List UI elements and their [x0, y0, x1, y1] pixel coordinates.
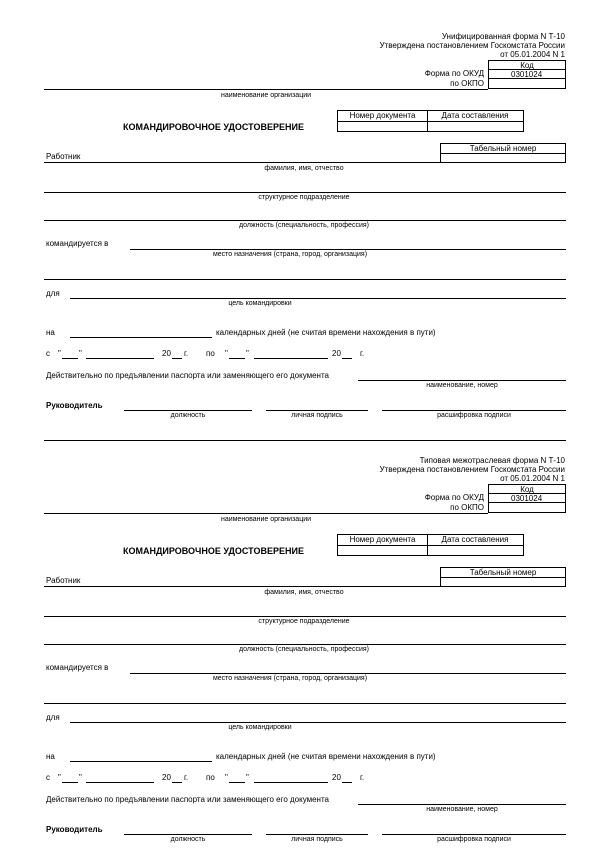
date-from-quote-close: ": [79, 773, 82, 782]
head-position-caption: должность: [170, 412, 206, 419]
department-caption: структурное подразделение: [258, 194, 350, 201]
form-header-line3: от 05.01.2004 N 1: [500, 50, 565, 59]
tab-number-header: Табельный номер: [441, 144, 565, 154]
days-on-label: на: [46, 752, 55, 761]
date-from-quote-open: ": [58, 773, 61, 782]
position-line[interactable]: [44, 644, 566, 645]
worker-name-line[interactable]: [44, 162, 440, 163]
head-decoding-line[interactable]: [382, 410, 566, 411]
okud-code-cell[interactable]: 0301024: [488, 69, 566, 79]
days-text: календарных дней (не считая времени нахождения в пути): [216, 328, 436, 337]
head-signature-line[interactable]: [266, 834, 368, 835]
head-signature-caption: личная подпись: [291, 836, 343, 843]
head-decoding-line[interactable]: [382, 834, 566, 835]
date-to-day-line[interactable]: [229, 358, 245, 359]
purpose-line[interactable]: [70, 298, 566, 299]
date-from-quote-open: ": [58, 349, 61, 358]
date-to-year-suffix: г.: [360, 349, 365, 358]
days-on-label: на: [46, 328, 55, 337]
date-to-year-prefix: 20: [332, 773, 341, 782]
destination-line[interactable]: [130, 673, 566, 674]
passport-doc-caption: наименование, номер: [426, 382, 498, 389]
form-t10-bottom: [0, 424, 600, 856]
organization-caption: наименование организации: [220, 92, 312, 99]
destination-line-2[interactable]: [44, 703, 566, 704]
position-caption: должность (специальность, профессия): [239, 646, 369, 653]
head-position-line[interactable]: [124, 410, 252, 411]
worker-label: Работник: [46, 152, 81, 161]
okpo-code-cell[interactable]: [488, 502, 566, 513]
date-to-day-line[interactable]: [229, 782, 245, 783]
department-line[interactable]: [44, 192, 566, 193]
destination-caption: место назначения (страна, город, организация): [212, 675, 368, 682]
head-position-line[interactable]: [124, 834, 252, 835]
date-from-year-suffix: г.: [184, 349, 189, 358]
purpose-line[interactable]: [70, 722, 566, 723]
date-to-label: по: [206, 773, 215, 782]
days-text: календарных дней (не считая времени нахождения в пути): [216, 752, 436, 761]
tab-number-value[interactable]: [441, 154, 565, 163]
days-count-line[interactable]: [70, 761, 212, 762]
destination-caption: место назначения (страна, город, организация): [212, 251, 368, 258]
worker-name-caption: фамилия, имя, отчество: [264, 589, 344, 596]
date-from-year-prefix: 20: [162, 349, 171, 358]
department-line[interactable]: [44, 616, 566, 617]
date-to-year-line[interactable]: [342, 358, 352, 359]
sent-to-label: командируется в: [46, 239, 109, 248]
purpose-label: для: [46, 289, 60, 298]
date-to-month-line[interactable]: [254, 782, 328, 783]
date-to-year-suffix: г.: [360, 773, 365, 782]
date-to-quote-close: ": [246, 773, 249, 782]
head-position-caption: должность: [170, 836, 206, 843]
passport-doc-line[interactable]: [358, 804, 566, 805]
date-from-year-suffix: г.: [184, 773, 189, 782]
date-from-month-line[interactable]: [86, 782, 154, 783]
date-from-quote-close: ": [79, 349, 82, 358]
document-title: КОМАНДИРОВОЧНОЕ УДОСТОВЕРЕНИЕ: [123, 122, 304, 132]
valid-text: Действительно по предъявлении паспорта или заменяющего его документа: [46, 795, 329, 804]
date-to-year-prefix: 20: [332, 349, 341, 358]
doc-date-value[interactable]: [427, 122, 523, 132]
form-header-line1: Унифицированная форма N Т-10: [441, 32, 565, 41]
organization-line[interactable]: [44, 89, 488, 90]
purpose-label: для: [46, 713, 60, 722]
kod-header-cell: Код: [488, 60, 566, 70]
head-signature-line[interactable]: [266, 410, 368, 411]
doc-date-value[interactable]: [427, 546, 523, 556]
head-signature-caption: личная подпись: [291, 412, 343, 419]
sent-to-label: командируется в: [46, 663, 109, 672]
worker-name-caption: фамилия, имя, отчество: [264, 165, 344, 172]
okud-code-cell[interactable]: 0301024: [488, 493, 566, 503]
purpose-caption: цель командировки: [228, 724, 292, 731]
head-decoding-caption: расшифровка подписи: [437, 412, 511, 419]
doc-number-date-table: [337, 534, 524, 556]
date-to-year-line[interactable]: [342, 782, 352, 783]
doc-number-value[interactable]: [338, 122, 428, 132]
date-from-label: с: [46, 773, 50, 782]
date-to-quote-close: ": [246, 349, 249, 358]
worker-name-line[interactable]: [44, 586, 440, 587]
doc-number-header: Номер документа: [338, 535, 428, 546]
okud-label: Форма по ОКУД: [424, 493, 484, 502]
organization-line[interactable]: [44, 513, 488, 514]
doc-number-date-table: [337, 110, 524, 132]
days-count-line[interactable]: [70, 337, 212, 338]
document-title: КОМАНДИРОВОЧНОЕ УДОСТОВЕРЕНИЕ: [123, 546, 304, 556]
okpo-code-cell[interactable]: [488, 78, 566, 89]
date-to-month-line[interactable]: [254, 358, 328, 359]
purpose-caption: цель командировки: [228, 300, 292, 307]
date-to-label: по: [206, 349, 215, 358]
passport-doc-line[interactable]: [358, 380, 566, 381]
organization-caption: наименование организации: [220, 516, 312, 523]
okpo-label: по ОКПО: [450, 503, 484, 512]
okud-label: Форма по ОКУД: [424, 69, 484, 78]
doc-date-header: Дата составления: [427, 535, 523, 546]
position-caption: должность (специальность, профессия): [239, 222, 369, 229]
date-from-day-line[interactable]: [62, 782, 78, 783]
form-header-line2: Утверждена постановлением Госкомстата России: [379, 41, 565, 50]
tab-number-header: Табельный номер: [441, 568, 565, 578]
destination-line-2[interactable]: [44, 279, 566, 280]
doc-date-header: Дата составления: [427, 111, 523, 122]
date-to-quote-open: ": [225, 349, 228, 358]
department-caption: структурное подразделение: [258, 618, 350, 625]
valid-text: Действительно по предъявлении паспорта или заменяющего его документа: [46, 371, 329, 380]
form-header-line1: Типовая межотраслевая форма N Т-10: [419, 456, 565, 465]
destination-line[interactable]: [130, 249, 566, 250]
date-from-year-line[interactable]: [172, 782, 182, 783]
head-label: Руководитель: [46, 401, 103, 410]
date-from-day-line[interactable]: [62, 358, 78, 359]
head-label: Руководитель: [46, 825, 103, 834]
kod-header-cell: Код: [488, 484, 566, 494]
doc-number-value[interactable]: [338, 546, 428, 556]
form-header-line3: от 05.01.2004 N 1: [500, 474, 565, 483]
date-from-label: с: [46, 349, 50, 358]
head-decoding-caption: расшифровка подписи: [437, 836, 511, 843]
okpo-label: по ОКПО: [450, 79, 484, 88]
position-line[interactable]: [44, 220, 566, 221]
tab-number-table: [440, 143, 566, 163]
tab-number-table: [440, 567, 566, 587]
date-from-year-prefix: 20: [162, 773, 171, 782]
worker-label: Работник: [46, 576, 81, 585]
form-header-line2: Утверждена постановлением Госкомстата России: [379, 465, 565, 474]
tab-number-value[interactable]: [441, 578, 565, 587]
date-to-quote-open: ": [225, 773, 228, 782]
date-from-year-line[interactable]: [172, 358, 182, 359]
date-from-month-line[interactable]: [86, 358, 154, 359]
doc-number-header: Номер документа: [338, 111, 428, 122]
passport-doc-caption: наименование, номер: [426, 806, 498, 813]
